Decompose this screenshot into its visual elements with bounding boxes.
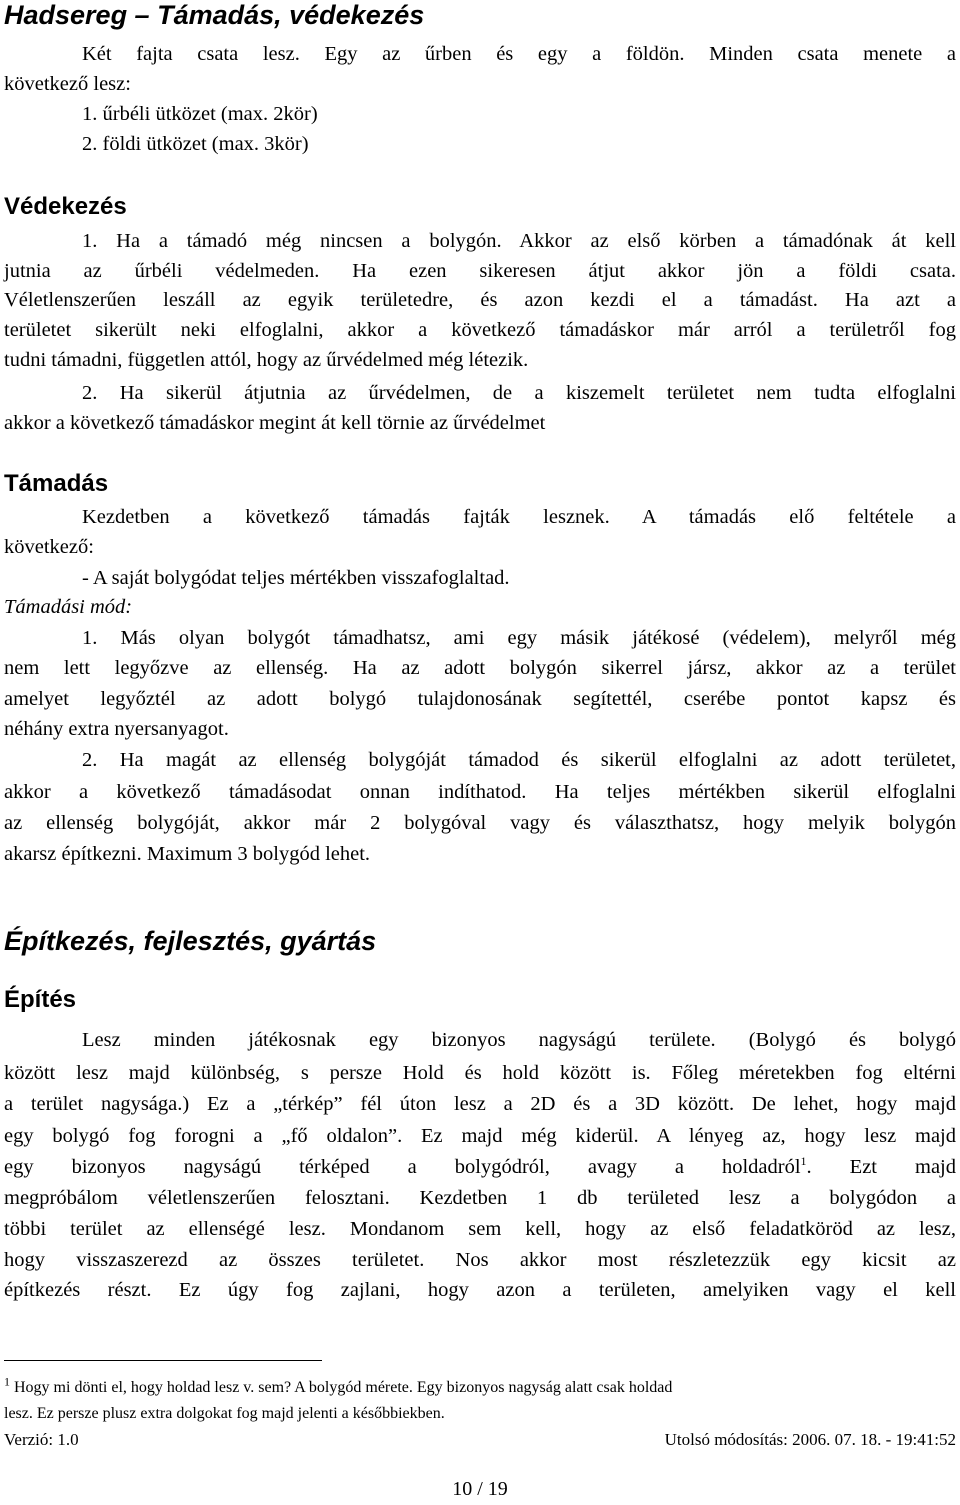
building-line-5 (4, 1155, 956, 1179)
footnote-line-1 (4, 1374, 956, 1398)
intro-line-1: Két fajta csata lesz. Egy az űrben és egy a földön. Minden csata menete a (82, 43, 956, 65)
attack-line-2: következő: (4, 536, 94, 558)
attack-line-1: Kezdetben a következő támadás fajták lesznek. A támadás elő feltétele a (82, 506, 956, 528)
subheading-building: Építés (4, 986, 77, 1013)
footnote-line-2: lesz. Ez persze plusz extra dolgokat fog majd jelenti a későbbiekben. (4, 1405, 445, 1422)
intro-list-item-1: 1. űrbéli ütközet (max. 2kör) (82, 103, 318, 125)
attack-line-5: 1. Más olyan bolygót támadhatsz, ami egy másik játékosé (védelem), melyről még (82, 627, 956, 649)
attack-line-11: az ellenség bolygóját, akkor már 2 bolygóval vagy és választhatsz, hogy melyik bolygón (4, 812, 956, 834)
defense-line-1: 1. Ha a támadó még nincsen a bolygón. Akkor az első körben a támadónak át kell (82, 230, 956, 252)
building-line-7: többi terület az ellenségé lesz. Mondanom sem kell, hogy az első feladatköröd az lesz, (4, 1218, 956, 1240)
intro-list-item-2: 2. földi ütközet (max. 3kör) (82, 133, 309, 155)
subheading-attack: Támadás (4, 470, 109, 497)
subheading-defense: Védekezés (4, 193, 127, 220)
footnote-separator (4, 1360, 322, 1361)
building-line-5-tail: . Ezt majd (806, 1156, 957, 1178)
attack-line-8: néhány extra nyersanyagot. (4, 718, 229, 740)
building-line-9: építkezés részt. Ez úgy fog zajlani, hogy azon a területen, amelyiken vagy el kell (4, 1279, 956, 1301)
defense-line-6: 2. Ha sikerül átjutnia az űrvédelmen, de a kiszemelt területet nem tudta elfoglalni (82, 382, 956, 404)
attack-line-6: nem lett legyőzve az ellenség. Ha az adott bolygón sikerrel jársz, akkor az a terület (4, 657, 956, 679)
defense-line-2: jutnia az űrbéli védelmeden. Ha ezen sikeresen átjut akkor jön a földi csata. (4, 260, 956, 282)
attack-line-12: akarsz építkezni. Maximum 3 bolygód lehet. (4, 843, 371, 865)
building-line-6: megpróbálom véletlenszerűen felosztani. Kezdetben 1 db területed lesz a bolygódon a (4, 1187, 956, 1209)
footnote-text-1: Hogy mi dönti el, hogy holdad lesz v. sem? A bolygód mérete. Egy bizonyos nagyság alatt csak holdad (14, 1379, 673, 1396)
building-line-3: a terület nagysága.) Ez a „térkép” fél úton lesz a 2D és a 3D között. De lehet, hogy majd (4, 1093, 956, 1115)
intro-line-2: következő lesz: (4, 73, 131, 95)
attack-condition: - A saját bolygódat teljes mértékben visszafoglaltad. (82, 567, 510, 589)
section-heading-battle: Hadsereg – Támadás, védekezés (4, 0, 425, 30)
defense-line-3: Véletlenszerűen leszáll az egyik területedre, és azon kezdi el a támadást. Ha azt a (4, 289, 956, 311)
section-heading-building: Építkezés, fejlesztés, gyártás (4, 926, 377, 956)
footer-modified: Utolsó módosítás: 2006. 07. 18. - 19:41:52 (664, 1430, 956, 1449)
attack-line-7: amelyet legyőztél az adott bolygó tulajdonosának segítettél, cserébe pontot kapsz és (4, 688, 956, 710)
building-line-4: egy bolygó fog forogni a „fő oldalon”. Ez majd még kiderül. A lényeg az, hogy lesz majd (4, 1125, 956, 1147)
defense-line-4: területet sikerült neki elfoglalni, akkor a következő támadáskor már arról a területről fog (4, 319, 956, 341)
footnote-reference[interactable]: 1 (800, 1154, 807, 1169)
footer-version: Verzió: 1.0 (4, 1430, 79, 1449)
attack-line-10: akkor a következő támadásodat onnan indíthatod. Ha teljes mértékben sikerül elfoglalni (4, 781, 956, 803)
defense-line-5: tudni támadni, független attól, hogy az űrvédelmed még létezik. (4, 349, 529, 371)
defense-line-7: akkor a következő támadáskor megint át kell törnie az űrvédelmet (4, 412, 546, 434)
footnote-number: 1 (4, 1374, 10, 1389)
attack-line-9: 2. Ha magát az ellenség bolygóját támadod és sikerül elfoglalni az adott területet, (82, 749, 956, 771)
page-number: 10 / 19 (452, 1478, 508, 1500)
building-line-2: között lesz majd különbség, s persze Hold és hold között is. Főleg méretekben fog eltérni (4, 1062, 956, 1084)
building-line-1: Lesz minden játékosnak egy bizonyos nagyságú területe. (Bolygó és bolygó (82, 1029, 956, 1051)
building-line-5-text: egy bizonyos nagyságú térképed a bolygódról, avagy a holdadról (4, 1156, 801, 1178)
attack-mode-label: Támadási mód: (4, 596, 133, 618)
building-line-8: hogy visszaszerezd az összes területet. Nos akkor most részletezzük egy kicsit az (4, 1249, 956, 1271)
